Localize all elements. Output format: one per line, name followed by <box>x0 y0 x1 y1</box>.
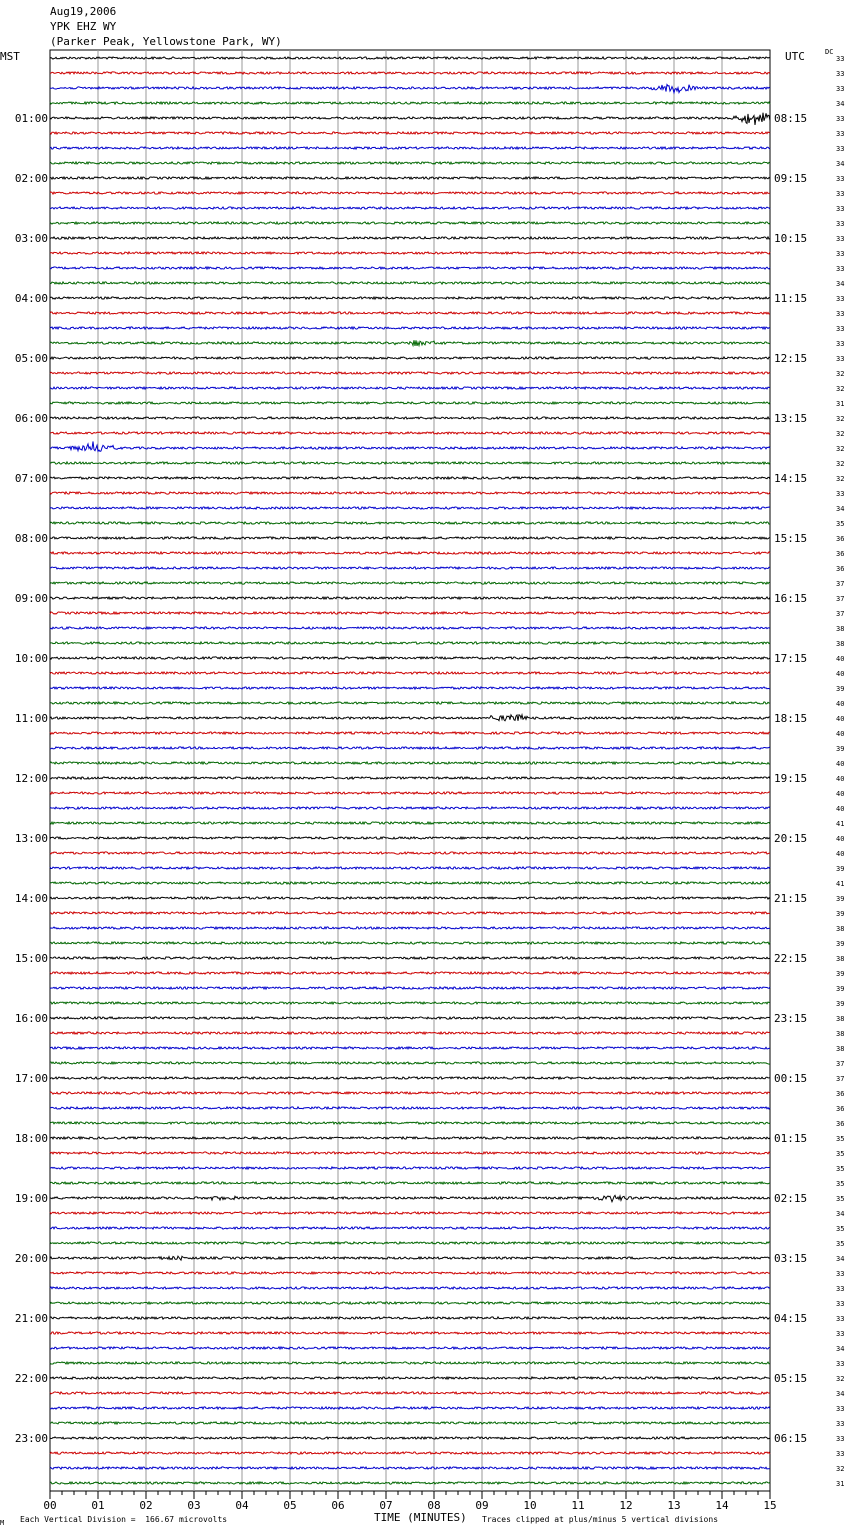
dc-value: 41 <box>836 880 845 888</box>
trace-row <box>50 1256 770 1260</box>
dc-value: 39 <box>836 745 845 753</box>
x-tick-label: 13 <box>667 1499 681 1512</box>
trace-row <box>50 387 770 389</box>
trace-row <box>50 1272 770 1274</box>
dc-value: 39 <box>836 985 845 993</box>
dc-value: 34 <box>836 280 845 288</box>
dc-value: 33 <box>836 1300 845 1308</box>
x-tick-label: 00 <box>43 1499 57 1512</box>
trace-row <box>50 987 770 989</box>
dc-value: 38 <box>836 625 845 633</box>
trace-row <box>50 1195 770 1201</box>
trace-row <box>50 441 770 451</box>
dc-value: 38 <box>836 640 845 648</box>
trace-row <box>50 792 770 794</box>
dc-value: 40 <box>836 805 845 813</box>
dc-value: 32 <box>836 370 845 378</box>
dc-value: 34 <box>836 1210 845 1218</box>
dc-value: 37 <box>836 1075 845 1083</box>
dc-value: 33 <box>836 220 845 228</box>
dc-value: 33 <box>836 235 845 243</box>
trace-row <box>50 732 770 734</box>
hour-label-right: 02:15 <box>774 1192 808 1205</box>
trace-row <box>50 882 770 884</box>
dc-value: 40 <box>836 655 845 663</box>
dc-value: 33 <box>836 1270 845 1278</box>
trace-row <box>50 1452 770 1454</box>
dc-value: 34 <box>836 1345 845 1353</box>
dc-value: 35 <box>836 1150 845 1158</box>
trace-row <box>50 1047 770 1049</box>
dc-value: 34 <box>836 100 845 108</box>
x-tick-label: 08 <box>427 1499 441 1512</box>
trace-row <box>50 113 770 125</box>
trace-row <box>50 762 770 764</box>
hour-label-right: 13:15 <box>774 412 808 425</box>
hour-label-left: 23:00 <box>14 1432 48 1445</box>
dc-value: 35 <box>836 1195 845 1203</box>
hour-label-right: 08:15 <box>774 112 808 125</box>
dc-value: 40 <box>836 835 845 843</box>
hour-label-right: 04:15 <box>774 1312 808 1325</box>
trace-row <box>50 927 770 929</box>
dc-value: 32 <box>836 385 845 393</box>
dc-value: 33 <box>836 340 845 348</box>
dc-value: 33 <box>836 1435 845 1443</box>
trace-row <box>50 477 770 479</box>
trace-row <box>50 942 770 944</box>
dc-value: 37 <box>836 580 845 588</box>
trace-row <box>50 57 770 59</box>
trace-row <box>50 657 770 659</box>
dc-value: 32 <box>836 1465 845 1473</box>
hour-label-right: 10:15 <box>774 232 808 245</box>
dc-value: 36 <box>836 1090 845 1098</box>
dc-value: 40 <box>836 760 845 768</box>
dc-value: 40 <box>836 715 845 723</box>
hour-label-right: 11:15 <box>774 292 808 305</box>
dc-value: 37 <box>836 595 845 603</box>
dc-value: 40 <box>836 775 845 783</box>
trace-row <box>50 1062 770 1064</box>
dc-value: 38 <box>836 925 845 933</box>
hour-label-right: 03:15 <box>774 1252 808 1265</box>
dc-value: 33 <box>836 175 845 183</box>
hour-label-right: 21:15 <box>774 892 808 905</box>
trace-row <box>50 297 770 299</box>
dc-value: 35 <box>836 520 845 528</box>
trace-row <box>50 522 770 524</box>
x-axis-title: TIME (MINUTES) <box>374 1511 467 1524</box>
trace-row <box>50 582 770 584</box>
hour-label-right: 18:15 <box>774 712 808 725</box>
x-tick-label: 01 <box>91 1499 105 1512</box>
trace-row <box>50 1032 770 1034</box>
trace-row <box>50 912 770 914</box>
x-tick-label: 09 <box>475 1499 489 1512</box>
trace-row <box>50 192 770 194</box>
trace-row <box>50 132 770 134</box>
hour-label-right: 00:15 <box>774 1072 808 1085</box>
dc-value: 36 <box>836 565 845 573</box>
trace-row <box>50 222 770 224</box>
dc-value: 41 <box>836 820 845 828</box>
dc-value: 32 <box>836 445 845 453</box>
hour-label-left: 20:00 <box>14 1252 48 1265</box>
trace-row <box>50 147 770 149</box>
trace-row <box>50 207 770 209</box>
trace-row <box>50 1437 770 1439</box>
x-tick-label: 03 <box>187 1499 201 1512</box>
trace-row <box>50 642 770 644</box>
dc-value: 33 <box>836 1330 845 1338</box>
trace-row <box>50 237 770 239</box>
trace-row <box>50 1377 770 1379</box>
timezone-left-label: MST <box>0 50 20 63</box>
hour-label-right: 14:15 <box>774 472 808 485</box>
dc-value: 35 <box>836 1135 845 1143</box>
trace-row <box>50 372 770 374</box>
dc-value: 33 <box>836 85 845 93</box>
dc-value: 33 <box>836 190 845 198</box>
dc-value: 31 <box>836 1480 845 1488</box>
dc-value: 33 <box>836 205 845 213</box>
dc-value: 39 <box>836 895 845 903</box>
dc-value: 33 <box>836 295 845 303</box>
dc-value: 35 <box>836 1225 845 1233</box>
x-tick-label: 02 <box>139 1499 153 1512</box>
header-date: Aug19,2006 <box>50 5 117 18</box>
hour-label-left: 18:00 <box>14 1132 48 1145</box>
trace-row <box>50 1107 770 1109</box>
dc-value: 39 <box>836 865 845 873</box>
dc-value: 36 <box>836 1105 845 1113</box>
hour-label-right: 16:15 <box>774 592 808 605</box>
trace-row <box>50 417 770 419</box>
x-tick-label: 11 <box>571 1499 585 1512</box>
dc-value: 38 <box>836 1015 845 1023</box>
hour-label-right: 05:15 <box>774 1372 808 1385</box>
hour-label-left: 05:00 <box>14 352 48 365</box>
dc-value: 33 <box>836 1315 845 1323</box>
dc-value: 40 <box>836 730 845 738</box>
trace-row <box>50 1317 770 1319</box>
trace-row <box>50 552 770 554</box>
dc-value: 34 <box>836 1390 845 1398</box>
dc-value: 33 <box>836 55 845 63</box>
trace-row <box>50 1122 770 1124</box>
hour-label-left: 12:00 <box>14 772 48 785</box>
header-station: YPK EHZ WY <box>50 20 117 33</box>
dc-value: 33 <box>836 145 845 153</box>
trace-row <box>50 85 770 93</box>
trace-row <box>50 822 770 824</box>
hour-label-left: 16:00 <box>14 1012 48 1025</box>
dc-value: 33 <box>836 325 845 333</box>
dc-value: 33 <box>836 70 845 78</box>
dc-value: 38 <box>836 1045 845 1053</box>
x-tick-label: 06 <box>331 1499 345 1512</box>
trace-row <box>50 327 770 329</box>
trace-row <box>50 1407 770 1409</box>
trace-row <box>50 1392 770 1394</box>
dc-value: 33 <box>836 1420 845 1428</box>
dc-value: 32 <box>836 430 845 438</box>
dc-value: 33 <box>836 115 845 123</box>
dc-value: 33 <box>836 310 845 318</box>
hour-label-left: 19:00 <box>14 1192 48 1205</box>
dc-value: 35 <box>836 1165 845 1173</box>
trace-row <box>50 687 770 689</box>
dc-value: 40 <box>836 700 845 708</box>
dc-value: 33 <box>836 250 845 258</box>
hour-label-left: 01:00 <box>14 112 48 125</box>
trace-row <box>50 837 770 839</box>
footer-mark: M <box>0 1519 5 1527</box>
dc-value: 37 <box>836 610 845 618</box>
dc-value: 31 <box>836 400 845 408</box>
hour-label-right: 17:15 <box>774 652 808 665</box>
timezone-right-label: UTC <box>785 50 805 63</box>
dc-value: 33 <box>836 130 845 138</box>
dc-value: 33 <box>836 265 845 273</box>
trace-row <box>50 1182 770 1184</box>
dc-value: 34 <box>836 505 845 513</box>
hour-label-right: 12:15 <box>774 352 808 365</box>
hour-label-right: 06:15 <box>774 1432 808 1445</box>
x-tick-label: 10 <box>523 1499 537 1512</box>
hour-label-right: 01:15 <box>774 1132 808 1145</box>
trace-row <box>50 507 770 509</box>
trace-row <box>50 357 770 359</box>
trace-row <box>50 1467 770 1469</box>
trace-row <box>50 1362 770 1364</box>
trace-row <box>50 627 770 629</box>
dc-value: 33 <box>836 1360 845 1368</box>
trace-row <box>50 1422 770 1424</box>
dc-value: 38 <box>836 955 845 963</box>
trace-row <box>50 715 770 721</box>
header-location: (Parker Peak, Yellowstone Park, WY) <box>50 35 282 48</box>
hour-label-left: 02:00 <box>14 172 48 185</box>
trace-row <box>50 702 770 704</box>
trace-row <box>50 282 770 284</box>
dc-value: 40 <box>836 850 845 858</box>
trace-row <box>50 852 770 854</box>
dc-value: 32 <box>836 415 845 423</box>
hour-label-left: 22:00 <box>14 1372 48 1385</box>
x-tick-label: 04 <box>235 1499 249 1512</box>
trace-row <box>50 1137 770 1139</box>
trace-row <box>50 1002 770 1004</box>
hour-label-left: 03:00 <box>14 232 48 245</box>
trace-row <box>50 1227 770 1229</box>
trace-row <box>50 312 770 314</box>
trace-row <box>50 1347 770 1349</box>
dc-value: 36 <box>836 535 845 543</box>
trace-row <box>50 1287 770 1289</box>
trace-row <box>50 432 770 434</box>
dc-value: 35 <box>836 1240 845 1248</box>
dc-value: 33 <box>836 490 845 498</box>
trace-row <box>50 72 770 74</box>
dc-value: 36 <box>836 1120 845 1128</box>
x-tick-label: 05 <box>283 1499 297 1512</box>
hour-label-left: 08:00 <box>14 532 48 545</box>
trace-row <box>50 462 770 464</box>
dc-value: 37 <box>836 1060 845 1068</box>
hour-label-right: 22:15 <box>774 952 808 965</box>
dc-column-label: DC <box>825 48 834 56</box>
hour-label-right: 15:15 <box>774 532 808 545</box>
hour-label-left: 07:00 <box>14 472 48 485</box>
dc-value: 39 <box>836 685 845 693</box>
dc-value: 40 <box>836 790 845 798</box>
trace-row <box>50 1482 770 1484</box>
trace-row <box>50 612 770 614</box>
dc-value: 32 <box>836 475 845 483</box>
hour-label-left: 14:00 <box>14 892 48 905</box>
trace-row <box>50 1302 770 1304</box>
trace-row <box>50 972 770 974</box>
hour-label-left: 15:00 <box>14 952 48 965</box>
hour-label-left: 21:00 <box>14 1312 48 1325</box>
hour-label-left: 09:00 <box>14 592 48 605</box>
clip-note: Traces clipped at plus/minus 5 vertical divisions <box>482 1515 719 1524</box>
trace-row <box>50 672 770 674</box>
dc-value: 34 <box>836 1255 845 1263</box>
hour-label-right: 23:15 <box>774 1012 808 1025</box>
trace-row <box>50 807 770 809</box>
hour-label-right: 19:15 <box>774 772 808 785</box>
trace-row <box>50 1077 770 1079</box>
trace-row <box>50 1332 770 1334</box>
dc-value: 33 <box>836 1405 845 1413</box>
trace-row <box>50 537 770 539</box>
dc-value: 33 <box>836 1450 845 1458</box>
trace-row <box>50 897 770 899</box>
trace-row <box>50 1167 770 1169</box>
trace-row <box>50 1242 770 1244</box>
dc-value: 39 <box>836 940 845 948</box>
hour-label-right: 20:15 <box>774 832 808 845</box>
trace-row <box>50 567 770 569</box>
dc-value: 36 <box>836 550 845 558</box>
dc-value: 32 <box>836 1375 845 1383</box>
hour-label-left: 13:00 <box>14 832 48 845</box>
hour-label-left: 11:00 <box>14 712 48 725</box>
trace-row <box>50 162 770 164</box>
hour-label-left: 17:00 <box>14 1072 48 1085</box>
hour-label-left: 06:00 <box>14 412 48 425</box>
dc-value: 32 <box>836 460 845 468</box>
trace-row <box>50 492 770 494</box>
x-tick-label: 07 <box>379 1499 393 1512</box>
trace-row <box>50 1152 770 1154</box>
x-tick-label: 15 <box>763 1499 777 1512</box>
hour-label-left: 04:00 <box>14 292 48 305</box>
dc-value: 38 <box>836 1030 845 1038</box>
dc-value: 35 <box>836 1180 845 1188</box>
trace-row <box>50 957 770 959</box>
trace-row <box>50 177 770 179</box>
trace-row <box>50 1092 770 1094</box>
vertical-division-note: Each Vertical Division = 166.67 microvolts <box>20 1515 228 1524</box>
trace-row <box>50 747 770 749</box>
x-tick-label: 14 <box>715 1499 729 1512</box>
dc-value: 40 <box>836 670 845 678</box>
x-tick-label: 12 <box>619 1499 633 1512</box>
trace-row <box>50 252 770 254</box>
trace-row <box>50 267 770 269</box>
trace-row <box>50 102 770 104</box>
dc-value: 34 <box>836 160 845 168</box>
dc-value: 39 <box>836 910 845 918</box>
plot-frame <box>50 50 770 1491</box>
trace-row <box>50 1017 770 1019</box>
trace-row <box>50 1212 770 1214</box>
hour-label-left: 10:00 <box>14 652 48 665</box>
dc-value: 39 <box>836 1000 845 1008</box>
dc-value: 39 <box>836 970 845 978</box>
trace-row <box>50 867 770 869</box>
hour-label-right: 09:15 <box>774 172 808 185</box>
dc-value: 33 <box>836 1285 845 1293</box>
trace-row <box>50 597 770 599</box>
trace-row <box>50 777 770 779</box>
dc-value: 33 <box>836 355 845 363</box>
trace-row <box>50 402 770 404</box>
trace-row <box>50 340 770 346</box>
